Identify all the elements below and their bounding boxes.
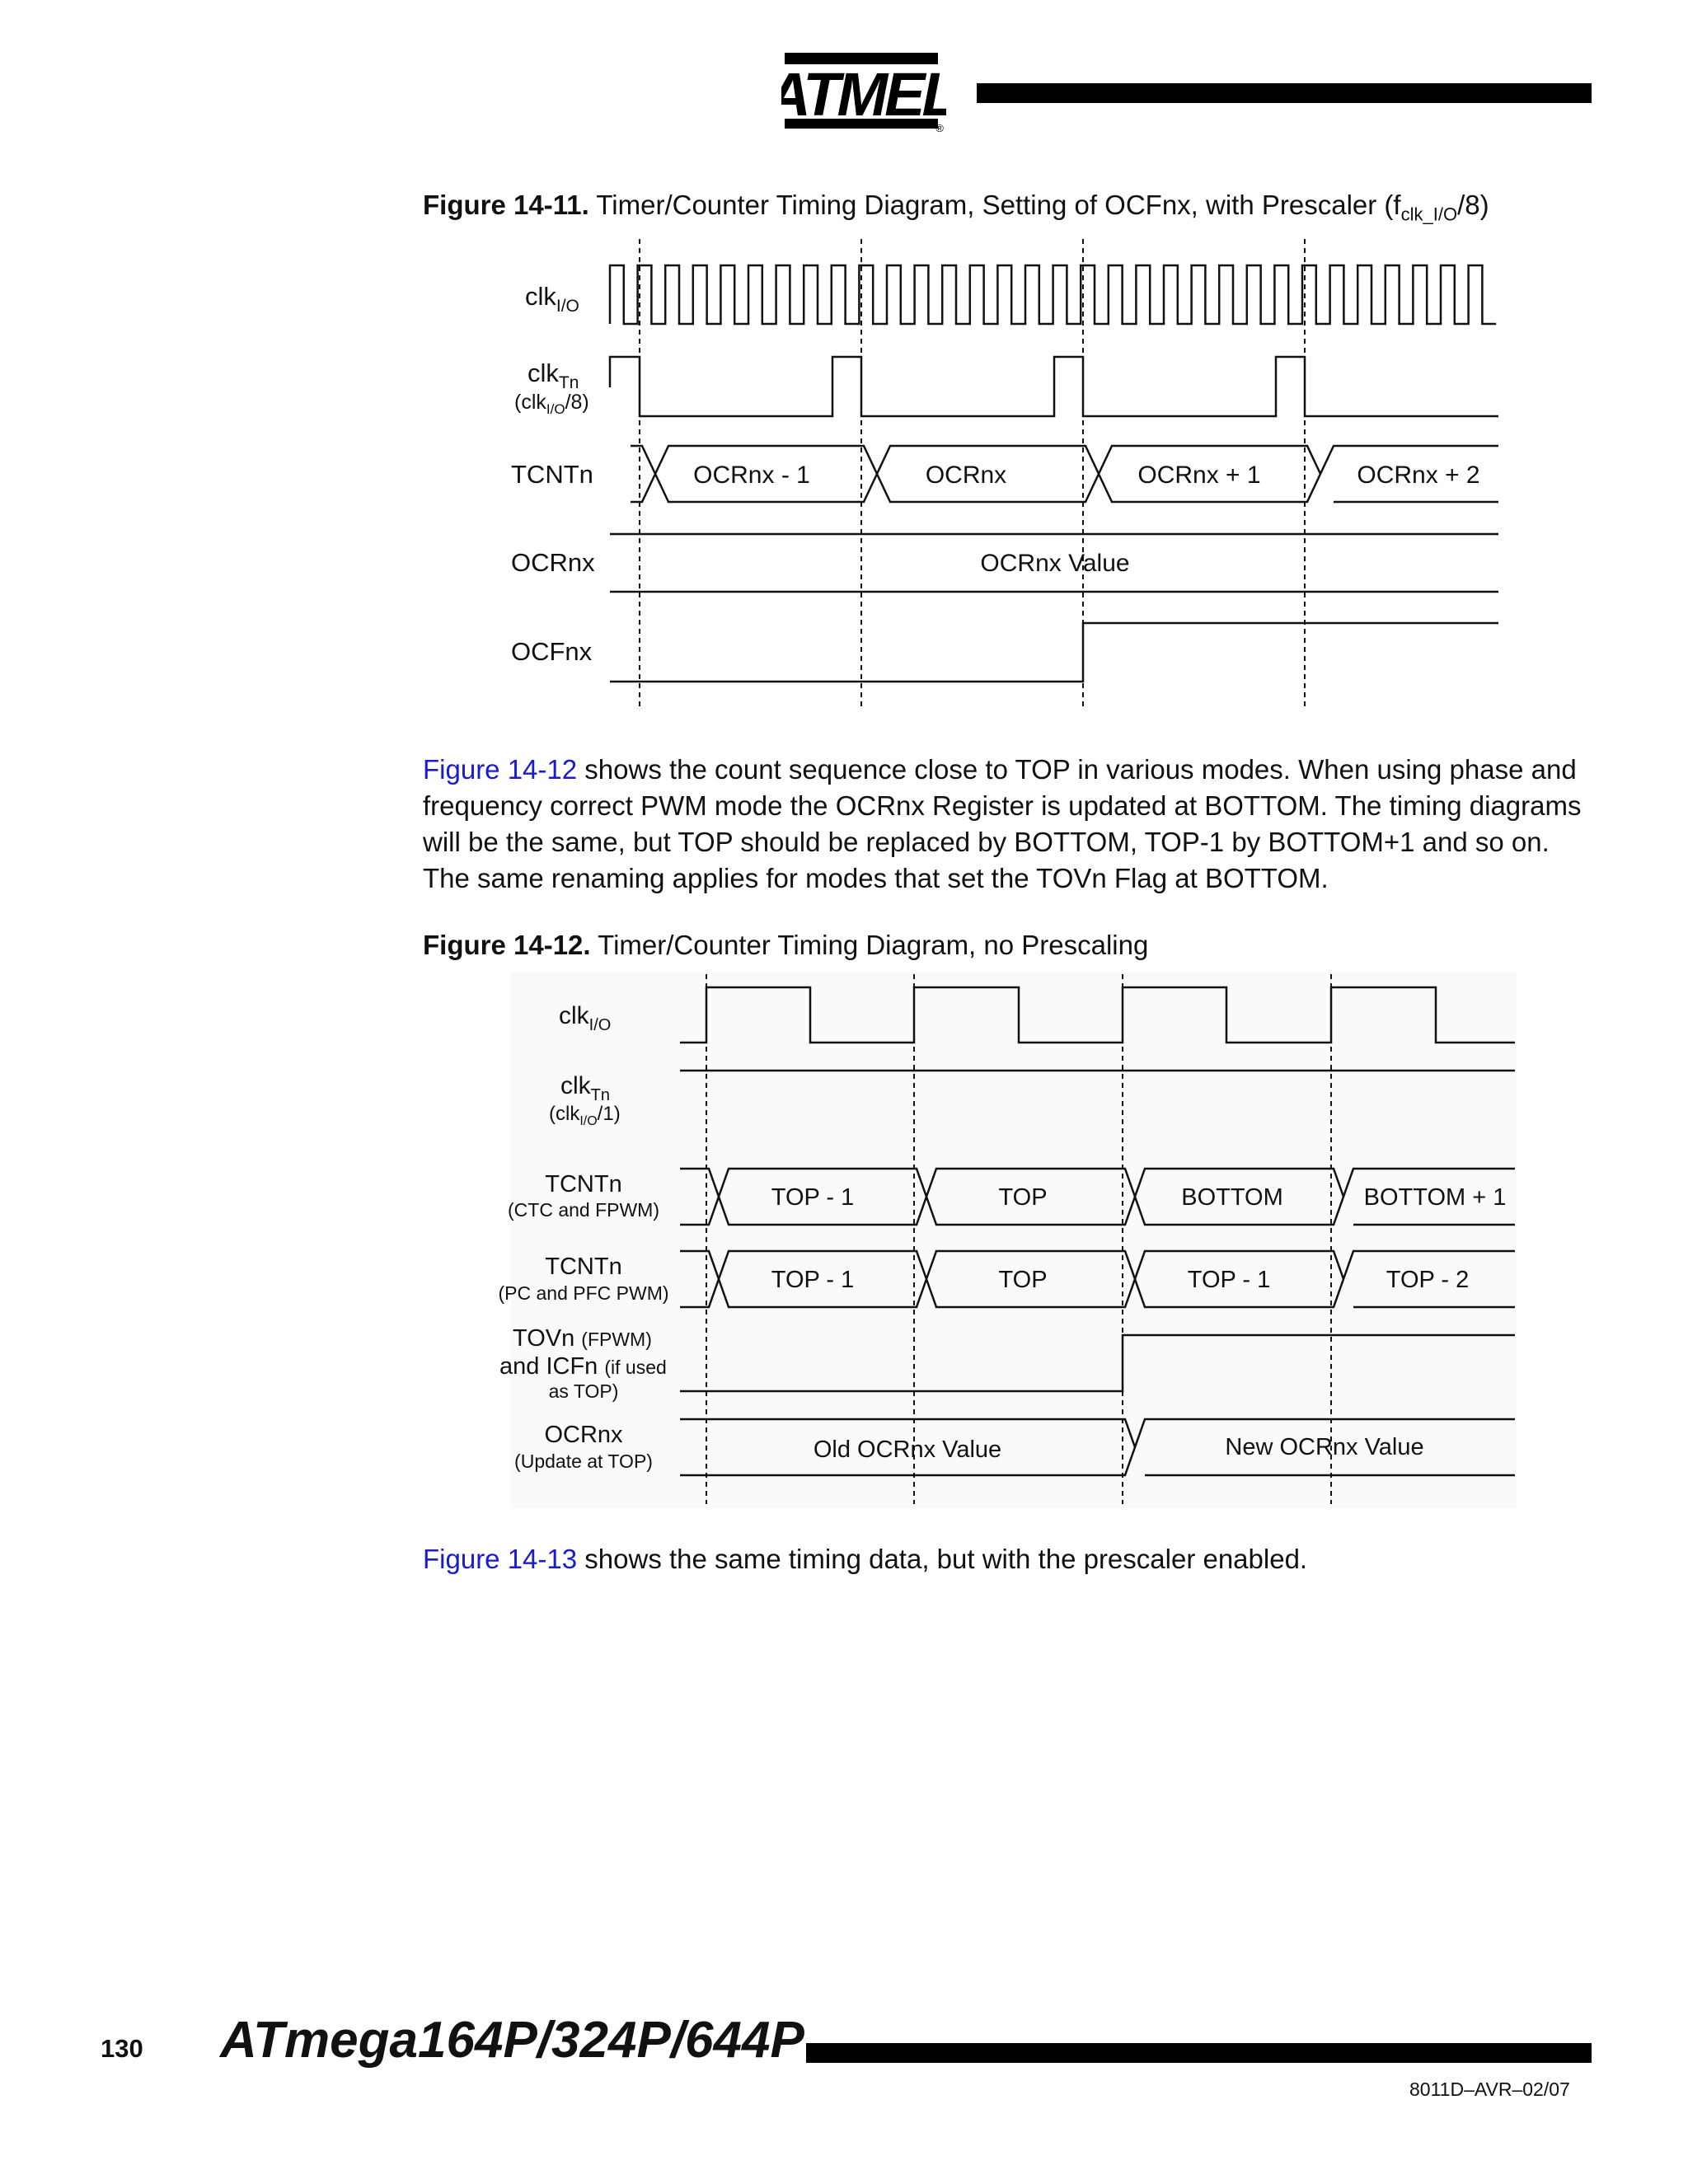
- signal-note-clktn: (clk$_{I/O}$/1): [549, 1103, 621, 1128]
- clktn-waveform: [610, 357, 1498, 416]
- tcnt-ctc-value: BOTTOM + 1: [1363, 1184, 1507, 1211]
- paragraph-line: The same renaming applies for modes that set the TOVn Flag at BOTTOM.: [423, 863, 1329, 893]
- paragraph-1: [423, 752, 1592, 897]
- signal-label-tcntn: TCNTn: [511, 460, 593, 489]
- tcnt-value: OCRnx: [925, 462, 1007, 489]
- clkio-waveform: [610, 265, 1496, 324]
- signal-note-update: (Update at TOP): [514, 1451, 653, 1472]
- signal-label-ocrnx: OCRnx: [544, 1422, 623, 1448]
- figure-title-suffix: /8): [1457, 190, 1489, 220]
- svg-text:®: ®: [935, 122, 944, 134]
- ocr-new-value: New OCRnx Value: [1225, 1434, 1424, 1460]
- signal-label-clkio: clk$_{I/O}$: [525, 282, 579, 316]
- product-title: ATmega164P/324P/644P: [220, 2012, 804, 2069]
- signal-label-clktn: clk$_{Tn}$: [528, 359, 579, 392]
- timing-diagram-14-11: [0, 231, 1688, 717]
- figure-title: Timer/Counter Timing Diagram, no Prescaling: [598, 930, 1149, 960]
- header-rule: [977, 83, 1592, 103]
- figure-title: Timer/Counter Timing Diagram, Setting of OCFnx, with Prescaler (f: [596, 190, 1401, 220]
- tcnt-ctc-value: TOP: [998, 1184, 1048, 1211]
- figure-number: Figure 14-12.: [423, 930, 591, 960]
- figure-link[interactable]: Figure 14-13: [423, 1544, 578, 1574]
- ocf-waveform: [610, 623, 1498, 682]
- figure-14-12-caption: [423, 930, 1148, 961]
- document-code: 8011D–AVR–02/07: [1409, 2079, 1570, 2100]
- signal-label-icfn: and ICFn (if used: [499, 1353, 667, 1380]
- signal-label-tcntn-pc: TCNTn: [545, 1254, 622, 1280]
- signal-label-tcntn-ctc: TCNTn: [545, 1171, 622, 1197]
- paragraph-2: [423, 1541, 1592, 1577]
- paragraph-line: frequency correct PWM mode the OCRnx Register is updated at BOTTOM. The timing diagrams: [423, 790, 1582, 821]
- tcnt-pc-value: TOP - 2: [1386, 1267, 1470, 1293]
- paragraph-text: shows the same timing data, but with the prescaler enabled.: [577, 1544, 1308, 1574]
- tcnt-pc-value: TOP: [998, 1267, 1048, 1293]
- signal-label-clkio: clk$_{I/O}$: [559, 1002, 612, 1034]
- paragraph-line: shows the count sequence close to TOP in various modes. When using phase and: [577, 754, 1577, 785]
- footer-rule: [806, 2043, 1592, 2063]
- signal-note-pc: (PC and PFC PWM): [498, 1282, 669, 1304]
- paragraph-line: will be the same, but TOP should be replaced by BOTTOM, TOP-1 by BOTTOM+1 and so on.: [423, 827, 1550, 857]
- tcnt-ctc-value: TOP - 1: [771, 1184, 855, 1211]
- signal-label-ocfnx: OCFnx: [511, 637, 593, 666]
- ocr-old-value: Old OCRnx Value: [813, 1436, 1002, 1463]
- tcnt-pc-value: TOP - 1: [771, 1267, 855, 1293]
- tcnt-ctc-value: BOTTOM: [1181, 1184, 1283, 1211]
- tcnt-value: OCRnx + 1: [1137, 462, 1261, 489]
- timing-diagram-14-12: [0, 968, 1688, 1512]
- signal-note-as-top: as TOP): [548, 1380, 619, 1402]
- signal-label-ocrnx: OCRnx: [511, 548, 595, 577]
- signal-note-clktn: (clk$_{I/O}$/8): [514, 391, 589, 417]
- page-number: 130: [101, 2034, 143, 2063]
- signal-label-tovn: TOVn (FPWM): [513, 1325, 652, 1352]
- ocr-value: OCRnx Value: [980, 550, 1130, 577]
- signal-label-clktn: clk$_{Tn}$: [560, 1072, 611, 1104]
- atmel-logo: [781, 49, 946, 135]
- svg-text:ATMEL: TMEL: [803, 60, 946, 129]
- figure-title-subscript: clk_I/O: [1400, 204, 1458, 225]
- figure-link[interactable]: Figure 14-12: [423, 754, 578, 785]
- figure-number: Figure 14-11.: [423, 190, 589, 220]
- tcnt-pc-value: TOP - 1: [1187, 1267, 1271, 1293]
- signal-note-ctc: (CTC and FPWM): [508, 1199, 659, 1221]
- tcnt-value: OCRnx - 1: [693, 462, 810, 489]
- figure-14-11-caption: [423, 190, 1489, 226]
- tcnt-value: OCRnx + 2: [1357, 462, 1480, 489]
